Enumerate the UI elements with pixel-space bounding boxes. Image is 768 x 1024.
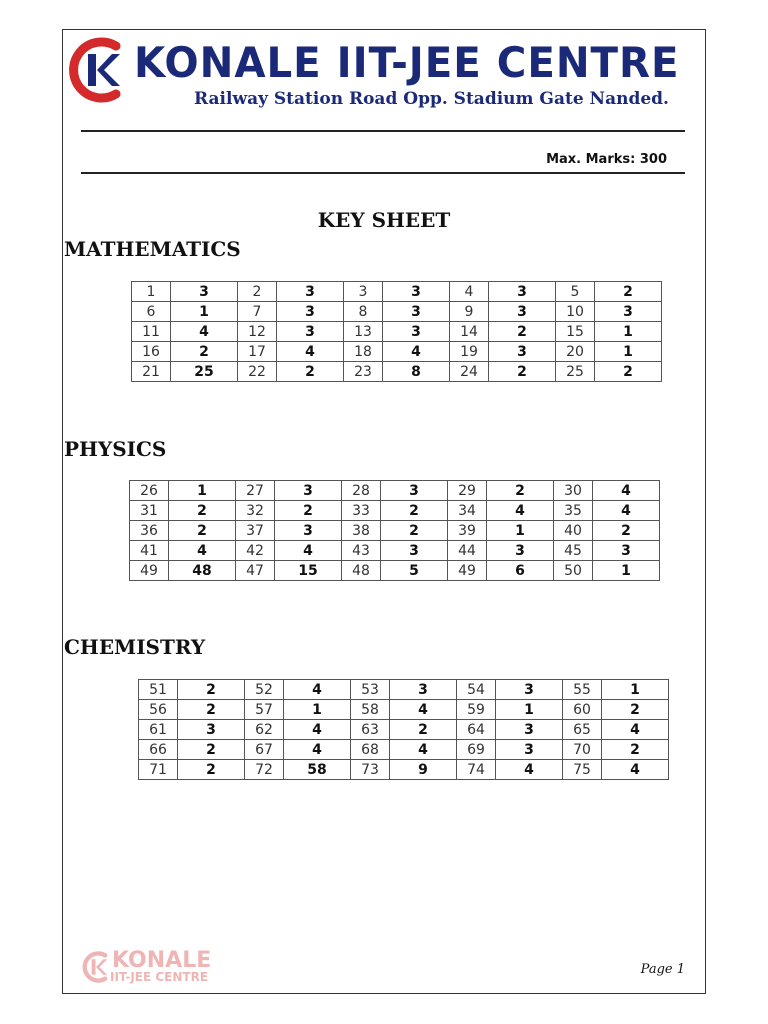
answer-key: 4 <box>602 760 669 780</box>
question-number: 66 <box>139 740 178 760</box>
table-row <box>132 342 662 362</box>
answer-key: 48 <box>169 561 236 581</box>
answer-key: 4 <box>487 501 554 521</box>
answer-key: 3 <box>487 541 554 561</box>
question-number: 49 <box>130 561 169 581</box>
page-title: KEY SHEET <box>317 208 451 232</box>
table-row <box>130 501 660 521</box>
answer-key: 3 <box>496 680 563 700</box>
question-number: 42 <box>236 541 275 561</box>
question-number: 29 <box>448 481 487 501</box>
question-number: 17 <box>238 342 277 362</box>
question-number: 11 <box>132 322 171 342</box>
answer-key: 4 <box>277 342 344 362</box>
question-number: 19 <box>450 342 489 362</box>
watermark-line-1: KONALE <box>112 948 212 973</box>
question-number: 31 <box>130 501 169 521</box>
question-number: 52 <box>245 680 284 700</box>
question-number: 47 <box>236 561 275 581</box>
answer-key: 4 <box>383 342 450 362</box>
answer-key: 5 <box>381 561 448 581</box>
question-number: 8 <box>344 302 383 322</box>
answer-key: 2 <box>178 760 245 780</box>
answer-key: 25 <box>171 362 238 382</box>
question-number: 14 <box>450 322 489 342</box>
page-number: Page 1 <box>640 962 685 977</box>
answer-key: 3 <box>277 282 344 302</box>
answer-key: 1 <box>487 521 554 541</box>
question-number: 48 <box>342 561 381 581</box>
question-number: 65 <box>563 720 602 740</box>
answer-key: 2 <box>178 700 245 720</box>
table-row <box>139 760 669 780</box>
question-number: 37 <box>236 521 275 541</box>
answer-key: 2 <box>595 362 662 382</box>
question-number: 63 <box>351 720 390 740</box>
answer-key: 1 <box>171 302 238 322</box>
answer-key: 2 <box>277 362 344 382</box>
question-number: 58 <box>351 700 390 720</box>
question-number: 54 <box>457 680 496 700</box>
answer-key: 1 <box>496 700 563 720</box>
question-number: 55 <box>563 680 602 700</box>
watermark-line-2: IIT-JEE CENTRE <box>110 970 209 984</box>
question-number: 72 <box>245 760 284 780</box>
answer-key: 2 <box>593 521 660 541</box>
question-number: 7 <box>238 302 277 322</box>
answer-key: 4 <box>593 501 660 521</box>
answer-key: 3 <box>383 282 450 302</box>
answer-key: 4 <box>275 541 342 561</box>
answer-key: 3 <box>275 481 342 501</box>
answer-key: 4 <box>390 700 457 720</box>
question-number: 64 <box>457 720 496 740</box>
max-marks: Max. Marks: 300 <box>546 152 667 167</box>
question-number: 33 <box>342 501 381 521</box>
question-number: 13 <box>344 322 383 342</box>
question-number: 38 <box>342 521 381 541</box>
answer-key: 8 <box>383 362 450 382</box>
question-number: 60 <box>563 700 602 720</box>
answer-key: 3 <box>595 302 662 322</box>
konale-logo-icon <box>68 36 130 104</box>
answer-key: 1 <box>284 700 351 720</box>
table-row <box>132 362 662 382</box>
question-number: 23 <box>344 362 383 382</box>
question-number: 39 <box>448 521 487 541</box>
answer-key: 3 <box>390 680 457 700</box>
question-number: 36 <box>130 521 169 541</box>
section-title-mathematics: MATHEMATICS <box>64 237 241 261</box>
question-number: 70 <box>563 740 602 760</box>
header-rule-bottom <box>81 172 685 174</box>
answer-key: 15 <box>275 561 342 581</box>
answer-key: 2 <box>381 521 448 541</box>
question-number: 41 <box>130 541 169 561</box>
table-row <box>130 521 660 541</box>
answer-key: 6 <box>487 561 554 581</box>
question-number: 62 <box>245 720 284 740</box>
table-row <box>130 561 660 581</box>
answer-key: 1 <box>602 680 669 700</box>
question-number: 44 <box>448 541 487 561</box>
question-number: 2 <box>238 282 277 302</box>
answer-key: 3 <box>277 302 344 322</box>
question-number: 18 <box>344 342 383 362</box>
question-number: 43 <box>342 541 381 561</box>
answer-key: 4 <box>496 760 563 780</box>
answer-key: 9 <box>390 760 457 780</box>
answer-key: 2 <box>487 481 554 501</box>
question-number: 15 <box>556 322 595 342</box>
question-number: 26 <box>130 481 169 501</box>
answer-key: 2 <box>595 282 662 302</box>
table-row <box>139 680 669 700</box>
table-row <box>130 481 660 501</box>
answer-key: 2 <box>178 680 245 700</box>
question-number: 50 <box>554 561 593 581</box>
question-number: 30 <box>554 481 593 501</box>
key-table-chemistry <box>138 679 669 780</box>
answer-key: 3 <box>178 720 245 740</box>
question-number: 68 <box>351 740 390 760</box>
answer-key: 2 <box>169 521 236 541</box>
question-number: 53 <box>351 680 390 700</box>
answer-key: 3 <box>489 282 556 302</box>
question-number: 32 <box>236 501 275 521</box>
answer-key: 2 <box>489 322 556 342</box>
answer-key: 2 <box>275 501 342 521</box>
brand-name: KONALE IIT-JEE CENTRE <box>134 38 680 87</box>
answer-key: 3 <box>275 521 342 541</box>
question-number: 27 <box>236 481 275 501</box>
question-number: 75 <box>563 760 602 780</box>
answer-key: 4 <box>284 720 351 740</box>
question-number: 1 <box>132 282 171 302</box>
question-number: 51 <box>139 680 178 700</box>
answer-key: 1 <box>595 342 662 362</box>
question-number: 12 <box>238 322 277 342</box>
answer-key: 3 <box>381 481 448 501</box>
section-title-physics: PHYSICS <box>64 437 167 461</box>
table-row <box>132 282 662 302</box>
answer-key: 3 <box>489 302 556 322</box>
answer-key: 4 <box>171 322 238 342</box>
answer-key: 3 <box>489 342 556 362</box>
table-row <box>139 740 669 760</box>
question-number: 6 <box>132 302 171 322</box>
question-number: 21 <box>132 362 171 382</box>
answer-key: 4 <box>284 740 351 760</box>
answer-key: 2 <box>381 501 448 521</box>
question-number: 74 <box>457 760 496 780</box>
answer-key: 2 <box>178 740 245 760</box>
question-number: 28 <box>342 481 381 501</box>
answer-key: 2 <box>602 700 669 720</box>
answer-key: 3 <box>383 322 450 342</box>
answer-key: 3 <box>496 720 563 740</box>
answer-key: 1 <box>593 561 660 581</box>
question-number: 73 <box>351 760 390 780</box>
answer-key: 3 <box>277 322 344 342</box>
question-number: 3 <box>344 282 383 302</box>
question-number: 56 <box>139 700 178 720</box>
question-number: 5 <box>556 282 595 302</box>
answer-key: 4 <box>284 680 351 700</box>
question-number: 25 <box>556 362 595 382</box>
answer-key: 4 <box>390 740 457 760</box>
question-number: 57 <box>245 700 284 720</box>
answer-key: 58 <box>284 760 351 780</box>
table-row <box>139 700 669 720</box>
table-row <box>132 302 662 322</box>
section-title-chemistry: CHEMISTRY <box>64 635 206 659</box>
question-number: 69 <box>457 740 496 760</box>
answer-key: 3 <box>593 541 660 561</box>
question-number: 35 <box>554 501 593 521</box>
footer-watermark <box>82 950 242 990</box>
answer-key: 3 <box>171 282 238 302</box>
question-number: 49 <box>448 561 487 581</box>
brand-address: Railway Station Road Opp. Stadium Gate Nanded. <box>194 89 669 109</box>
table-row <box>139 720 669 740</box>
answer-key: 2 <box>169 501 236 521</box>
question-number: 10 <box>556 302 595 322</box>
answer-key: 4 <box>593 481 660 501</box>
question-number: 67 <box>245 740 284 760</box>
answer-key: 4 <box>169 541 236 561</box>
question-number: 40 <box>554 521 593 541</box>
question-number: 71 <box>139 760 178 780</box>
question-number: 45 <box>554 541 593 561</box>
answer-key: 2 <box>171 342 238 362</box>
answer-key: 2 <box>489 362 556 382</box>
answer-key: 1 <box>595 322 662 342</box>
question-number: 20 <box>556 342 595 362</box>
key-table-mathematics <box>131 281 662 382</box>
question-number: 22 <box>238 362 277 382</box>
header-rule-top <box>81 130 685 132</box>
question-number: 24 <box>450 362 489 382</box>
answer-key: 3 <box>381 541 448 561</box>
question-number: 16 <box>132 342 171 362</box>
question-number: 61 <box>139 720 178 740</box>
key-table-physics <box>129 480 660 581</box>
question-number: 59 <box>457 700 496 720</box>
answer-key: 3 <box>496 740 563 760</box>
question-number: 4 <box>450 282 489 302</box>
answer-key: 1 <box>169 481 236 501</box>
question-number: 9 <box>450 302 489 322</box>
answer-key: 2 <box>602 740 669 760</box>
watermark-logo-icon <box>82 950 112 984</box>
answer-key: 4 <box>602 720 669 740</box>
table-row <box>130 541 660 561</box>
answer-key: 2 <box>390 720 457 740</box>
answer-key: 3 <box>383 302 450 322</box>
table-row <box>132 322 662 342</box>
question-number: 34 <box>448 501 487 521</box>
